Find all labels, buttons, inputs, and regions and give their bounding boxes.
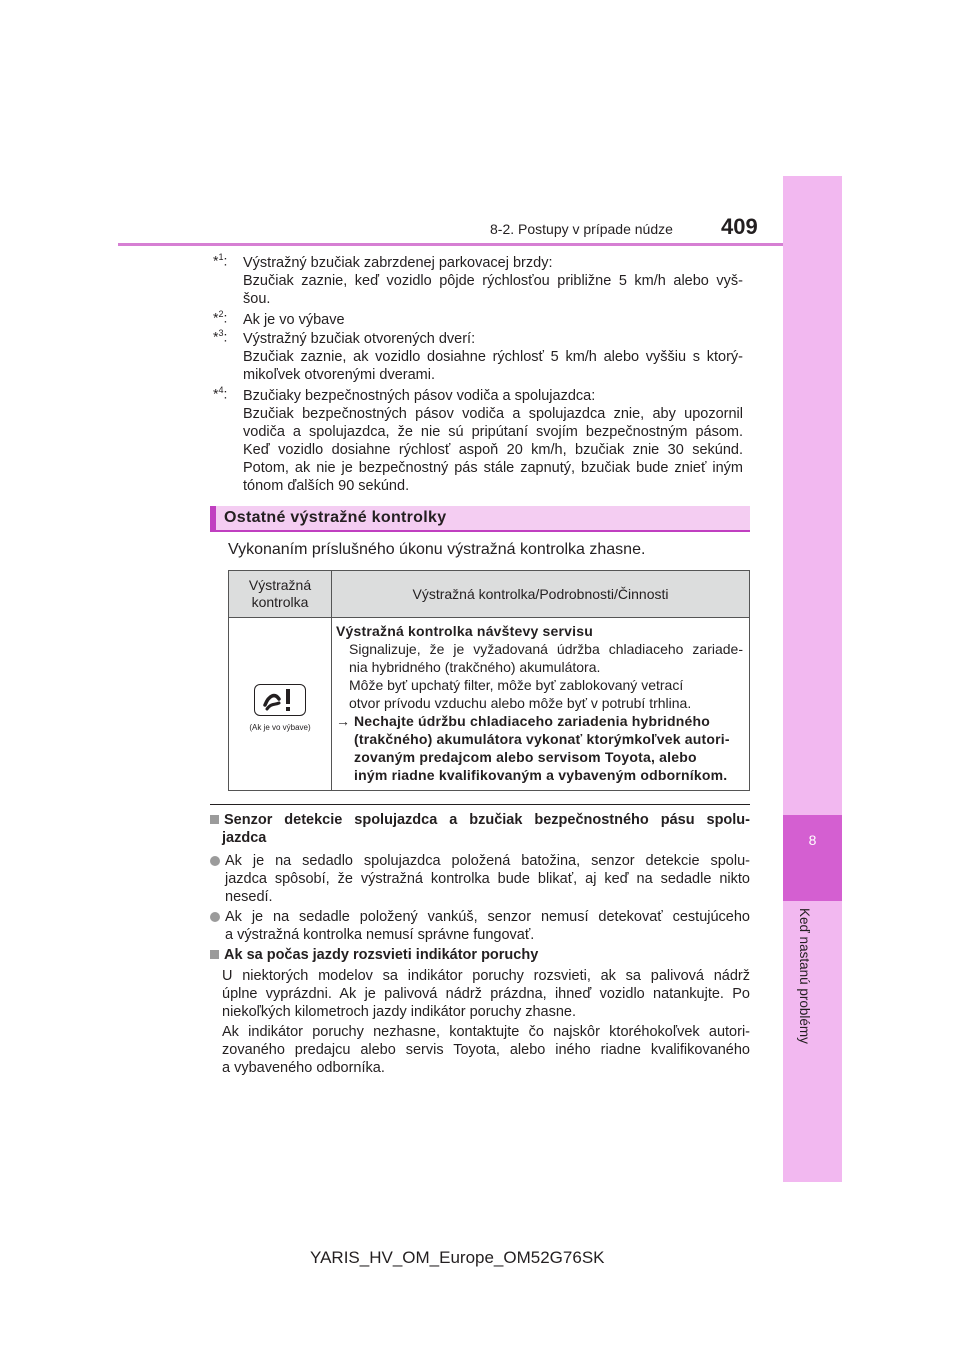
footnote-marker: *$^4$: (213, 385, 228, 402)
footnote-1: Výstražný bzučiak zabrzdenej parkovacej brzdy: Bzučiak zaznie, keď vozidlo pôjde rýchlosťou približne 5 km/h alebo vyš- šou. (243, 255, 743, 307)
warning-light-title: Výstražná kontrolka návštevy servisu (336, 623, 593, 639)
arrow-right-icon: → (336, 713, 350, 729)
footnote-marker: *$^2$: (213, 309, 228, 326)
table-row (229, 618, 750, 791)
footnote-3: Výstražný bzučiak otvorených dverí: Bzučiak zaznie, ak vozidlo dosiahne rýchlosť 5 km/h alebo vyššiu s ktorý- mikoľvek otvorenými dverami. (243, 331, 743, 383)
footnote-2: Ak je vo výbave (243, 312, 345, 328)
subsection-passenger-sensor-title: Senzor detekcie spolujazdca a bzučiak bezpečnostného pásu spolu- jazdca (210, 811, 750, 847)
square-bullet-icon (210, 950, 219, 959)
table-header-details: Výstražná kontrolka/Podrobnosti/Činnosti (332, 571, 750, 618)
warning-light-action: → Nechajte údržbu chladiaceho zariadenia hybridného (trakčného) akumulátora vykonať ktorýmkoľvek autori- zovaným predajcom alebo servisom Toyota, alebo iným riadne kvalifikovaným a vybaveným odborníkom. (336, 713, 730, 783)
section-heading-rule (210, 530, 750, 532)
chapter-title: Keď nastanú problémy (797, 908, 812, 1044)
footnote-marker: *$^1$: (213, 252, 228, 269)
square-bullet-icon (210, 815, 219, 824)
hybrid-battery-warning-icon (254, 684, 306, 716)
warning-light-table (228, 570, 750, 791)
round-bullet-icon (210, 912, 220, 922)
section-intro: Vykonaním príslušného úkonu výstražná kontrolka zhasne. (228, 541, 646, 558)
warning-light-details: Signalizuje, že je vyžadovaná údržba chladiaceho zariade- nia hybridného (trakčného) akumulátora. Môže byť upchatý filter, môže byť zablokovaný vetrací otvor prívodu vzduchu alebo môže byť v potrubí trhlina. (349, 641, 743, 711)
malfunction-paragraph-1: U niektorých modelov sa indikátor poruchy rozsvieti, ak sa palivová nádrž úplne vyprázdni. Ak je palivová nádrž prázdna, ihneď vozidlo natankujte. Po niekoľkých kilometroch jazdy indikátor poruchy zhasne. (222, 968, 750, 1020)
subsection-malfunction-title: Ak sa počas jazdy rozsvieti indikátor poruchy (210, 946, 750, 964)
table-cell-icon (229, 618, 332, 791)
bullet-cushion: Ak je na sedadle položený vankúš, senzor nemusí detekovať cestujúceho a výstražná kontrolka nemusí správne fungovať. (210, 908, 750, 944)
footnote-4: Bzučiaky bezpečnostných pásov vodiča a spolujazdca: Bzučiak bezpečnostných pásov vodiča a spolujazdca znie, aby upozornil vodiča a spolujazdca, že nie sú pripútaní svojím bezpečnostným pásom. Keď vozidlo dosiahne rýchlosť aspoň 20 km/h, bzučiak znie 30 sekúnd. Potom, ak nie je bezpečnostný pás stále zapnutý, bzučiak bude znieť iným tónom ďalších 90 sekúnd. (243, 388, 743, 494)
divider (210, 804, 750, 805)
chapter-number: 8 (808, 832, 817, 848)
bullet-luggage: Ak je na sedadlo spolujazdca položená batožina, senzor detekcie spolu- jazdca spôsobí, že výstražná kontrolka bude blikať, aj keď na sedadle nikto nesedí. (210, 852, 750, 906)
header-section: 8-2. Postupy v prípade núdze (490, 221, 673, 237)
chapter-tab-active[interactable] (783, 815, 842, 901)
table-header-light: Výstražná kontrolka (229, 571, 332, 618)
table-cell-details (332, 618, 750, 791)
malfunction-paragraph-2: Ak indikátor poruchy nezhasne, kontaktujte čo najskôr ktoréhokoľvek autori- zovaného predajcu alebo servis Toyota, alebo iného riadne kvalifikovaného a vybaveného odborníka. (222, 1024, 750, 1076)
footnote-marker: *$^3$: (213, 328, 228, 345)
header-rule (118, 243, 783, 246)
section-heading: Ostatné výstražné kontrolky (210, 506, 750, 530)
round-bullet-icon (210, 856, 220, 866)
document-code: YARIS_HV_OM_Europe_OM52G76SK (310, 1248, 605, 1267)
page-number: 409 (721, 214, 758, 239)
icon-availability-note: (Ak je vo výbave) (249, 723, 311, 732)
